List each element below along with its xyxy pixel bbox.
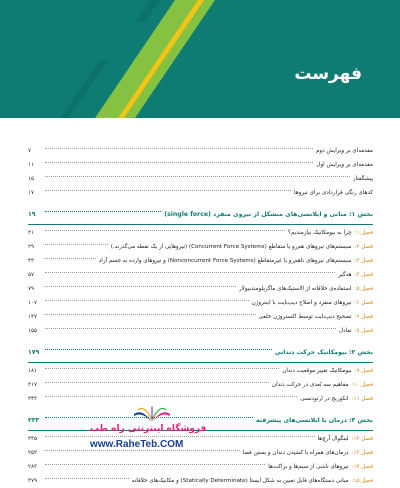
- chapter-number: فصل ۱۱:: [351, 396, 373, 402]
- section-title: بخش ۳: درمان با ایلانسی‌های پیشرفته: [255, 417, 373, 424]
- leader-dots: [45, 464, 265, 465]
- entry-title: نیروهای ناشی از سیم‌ها و براکت‌ها: [268, 464, 349, 470]
- section-page-number: ۱۹: [28, 211, 36, 218]
- entry-page-number: ۲۱۷: [28, 382, 38, 388]
- entry-title: استفاده‌ی خلاقانه از الاستیک‌های ماگزیلومندیبولار: [238, 286, 352, 292]
- entry-page-number: ۴۳: [28, 258, 35, 264]
- leader-dots: [45, 368, 279, 369]
- toc-entry[interactable]: [28, 460, 373, 474]
- leader-dots: [45, 478, 129, 479]
- chapter-number: فصل ۱:: [354, 230, 373, 236]
- entry-page-number: ۱۳۷: [28, 314, 38, 320]
- entry-title: چرا به بیومکانیک نیازمندیم؟: [287, 230, 352, 236]
- entry-page-number: ۱۵: [28, 176, 35, 182]
- entry-page-number: ۲۱: [28, 230, 35, 236]
- leader-dots: [45, 382, 269, 383]
- entry-title: تعادل: [339, 328, 352, 334]
- entry-title: پیشگفتار: [352, 176, 373, 182]
- chapter-number: فصل ۶:: [354, 300, 373, 306]
- toc-entry[interactable]: [28, 158, 373, 172]
- entry-page-number: ۲۹: [28, 244, 35, 250]
- leader-dots: [45, 176, 350, 177]
- entry-title: تصحیح دیپ‌بایت توسط اکستروژن خلفی: [258, 314, 352, 320]
- leader-dots: [45, 230, 285, 231]
- toc-entry[interactable]: [28, 268, 373, 282]
- chapter-number: فصل ۸:: [354, 328, 373, 334]
- entry-title: کدهای رنگی قراردادی برای نیروها: [294, 190, 373, 196]
- entry-title: لینگوال آرچ‌ها: [317, 436, 349, 442]
- toc-entry[interactable]: [28, 144, 373, 158]
- toc-entry[interactable]: [28, 226, 373, 240]
- toc-entry[interactable]: [28, 172, 373, 186]
- watermark: [28, 406, 228, 454]
- chapter-number: فصل ۳:: [354, 258, 373, 264]
- section-divider: [28, 224, 373, 225]
- entry-title: بیومکانیک تغییر موقعیت دندان: [282, 368, 352, 374]
- entry-title: انکوریج در ارتودنسی: [300, 396, 349, 402]
- entry-page-number: ۱۰۷: [28, 300, 38, 306]
- section-divider: [28, 362, 373, 363]
- watermark-url-text: www.RaheTeb.COM: [90, 439, 184, 450]
- entry-page-number: ۲۴۳: [28, 396, 38, 402]
- leader-dots: [45, 349, 272, 350]
- entry-title: درمان‌های همراه با کشیدن دندان و بستن فضا: [242, 450, 349, 456]
- leader-dots: [45, 272, 335, 273]
- toc-section-heading[interactable]: [28, 206, 373, 224]
- entry-title: هدگیر: [338, 272, 352, 278]
- entry-title: مفاهیم سه بُعدی در حرکت دندان: [271, 382, 349, 388]
- chapter-number: فصل ۴:: [354, 272, 373, 278]
- toc-entry[interactable]: [28, 324, 373, 338]
- toc-entry[interactable]: [28, 240, 373, 254]
- chapter-number: فصل ۱۳:: [351, 450, 373, 456]
- chapter-number: فصل ۱۰:: [351, 382, 373, 388]
- entry-title: مبانی دستگاه‌های قابل تعیین به شکل ایستا (Statically Determinate) و مکانیک‌های خلاقانه: [131, 478, 349, 484]
- chapter-number: فصل ۱۵:: [351, 478, 373, 484]
- toc-entry[interactable]: [28, 364, 373, 378]
- toc-entry[interactable]: [28, 186, 373, 200]
- entry-title: مقدمه‌ای بر ویرایش دوم: [316, 148, 373, 154]
- section-page-number: ۲۳۳: [28, 417, 40, 424]
- chapter-number: فصل ۹:: [354, 368, 373, 374]
- leader-dots: [45, 244, 108, 245]
- entry-page-number: ۱۸۱: [28, 368, 38, 374]
- page-title: فهرست: [294, 64, 362, 84]
- entry-title: سیستم‌های نیروهای ناهم‌رو یا غیرمتقاطع (Nonconcurrent Force Systems) و نیروهای وارده به جسم آزاد: [98, 258, 352, 264]
- entry-page-number: ۲۵۳: [28, 450, 38, 456]
- leader-dots: [45, 300, 249, 301]
- chapter-number: فصل ۲:: [354, 244, 373, 250]
- leader-dots: [45, 286, 236, 287]
- section-title: بخش ۱: مبانی و ایلانسی‌های متشکل از نیروی منفرد (single force): [164, 211, 373, 218]
- entry-title: نیروهای منفرد و اصلاح دیپ‌بایت با اینتروژن: [251, 300, 352, 306]
- entry-page-number: ۲۳۵: [28, 436, 38, 442]
- leader-dots: [45, 148, 313, 149]
- toc-entry[interactable]: [28, 282, 373, 296]
- toc-entry[interactable]: [28, 254, 373, 268]
- leader-dots: [45, 314, 256, 315]
- chapter-number: فصل ۱۲:: [351, 436, 373, 442]
- leader-dots: [45, 211, 161, 212]
- chapter-number: فصل ۱۴:: [351, 464, 373, 470]
- entry-page-number: ۱۵۵: [28, 328, 38, 334]
- toc-entry[interactable]: [28, 474, 373, 488]
- entry-page-number: ۲۸۳: [28, 464, 38, 470]
- entry-page-number: ۵۷: [28, 272, 35, 278]
- leader-dots: [45, 190, 291, 191]
- toc-entry[interactable]: [28, 378, 373, 392]
- header-band: [0, 0, 400, 118]
- watermark-persian-text: فروشگاه اینترنتی راه طب: [90, 424, 207, 434]
- entry-page-number: ۳۷۹: [28, 478, 38, 484]
- chapter-number: فصل ۷:: [354, 314, 373, 320]
- section-page-number: ۱۷۹: [28, 349, 40, 356]
- leader-dots: [45, 162, 313, 163]
- leader-dots: [45, 396, 297, 397]
- leader-dots: [45, 328, 336, 329]
- entry-page-number: ۷: [28, 148, 32, 154]
- toc-section-heading[interactable]: [28, 344, 373, 362]
- section-title: بخش ۲: بیومکانیک حرکت دندانی: [274, 349, 373, 356]
- book-logo-icon: [132, 406, 172, 424]
- leader-dots: [45, 258, 96, 259]
- toc-entry[interactable]: [28, 392, 373, 406]
- entry-page-number: ۷۹: [28, 286, 35, 292]
- decorative-stripes-icon: [0, 0, 400, 118]
- entry-page-number: ۱۷: [28, 190, 35, 196]
- entry-title: سیستم‌های نیروهای هم‌رو یا متقاطع (Concurrent Force Systems) (نیروهایی از یک نقطه می‌گذرند.): [110, 244, 352, 250]
- entry-page-number: ۱۱: [28, 162, 35, 168]
- toc-entry[interactable]: [28, 310, 373, 324]
- toc-entry[interactable]: [28, 296, 373, 310]
- chapter-number: فصل ۵:: [354, 286, 373, 292]
- entry-title: مقدمه‌ای بر ویرایش اول: [316, 162, 373, 168]
